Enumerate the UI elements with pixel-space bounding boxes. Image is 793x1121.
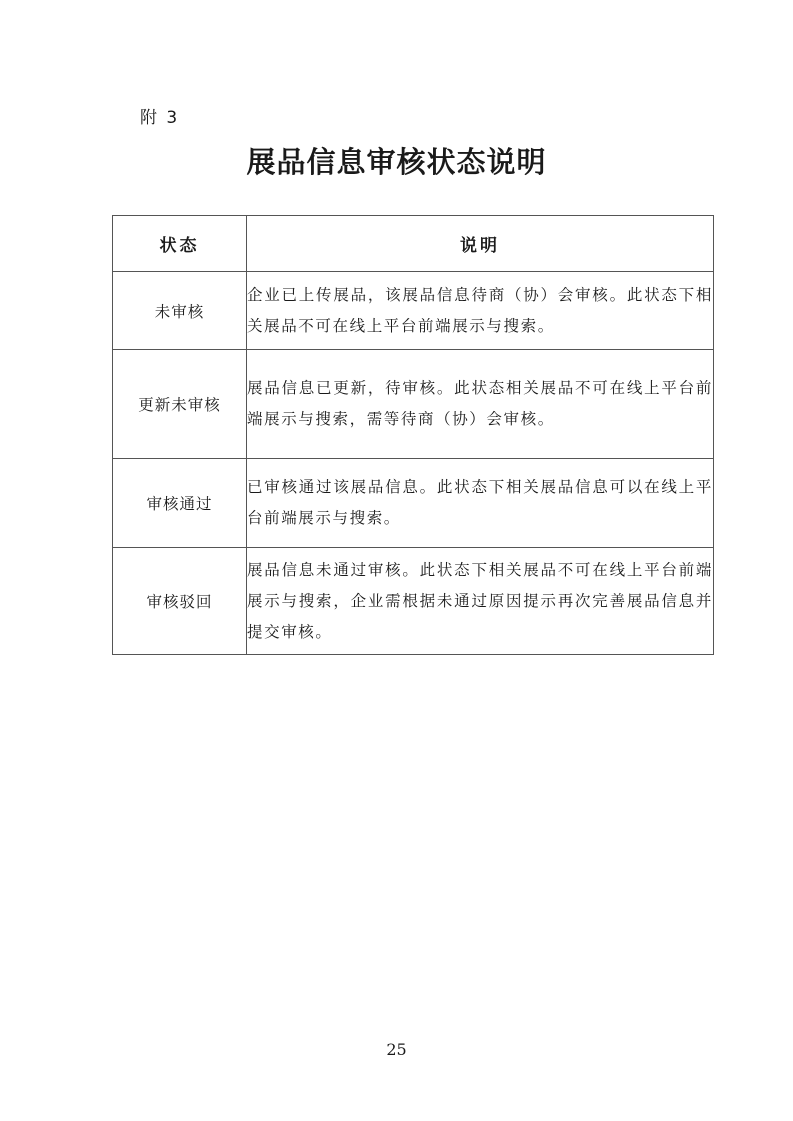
header-description: 说明 [247,216,714,272]
status-cell: 审核驳回 [113,548,247,655]
status-cell: 未审核 [113,272,247,350]
document-title: 展品信息审核状态说明 [246,145,547,179]
status-table [112,215,714,655]
table-row [113,272,714,350]
description-cell: 已审核通过该展品信息。此状态下相关展品信息可以在线上平台前端展示与搜索。 [247,459,714,548]
description-cell: 企业已上传展品，该展品信息待商（协）会审核。此状态下相关展品不可在线上平台前端展示与搜索。 [247,272,714,350]
annex-label: 附 3 [140,108,180,128]
description-cell: 展品信息已更新，待审核。此状态相关展品不可在线上平台前端展示与搜索，需等待商（协）会审核。 [247,350,714,459]
status-cell: 更新未审核 [113,350,247,459]
header-status: 状态 [113,216,247,272]
page-number: 25 [386,1040,407,1059]
table-row [113,459,714,548]
table-header-row [113,216,714,272]
status-cell: 审核通过 [113,459,247,548]
table-row [113,548,714,655]
description-cell: 展品信息未通过审核。此状态下相关展品不可在线上平台前端展示与搜索，企业需根据未通过原因提示再次完善展品信息并提交审核。 [247,548,714,655]
table-row [113,350,714,459]
